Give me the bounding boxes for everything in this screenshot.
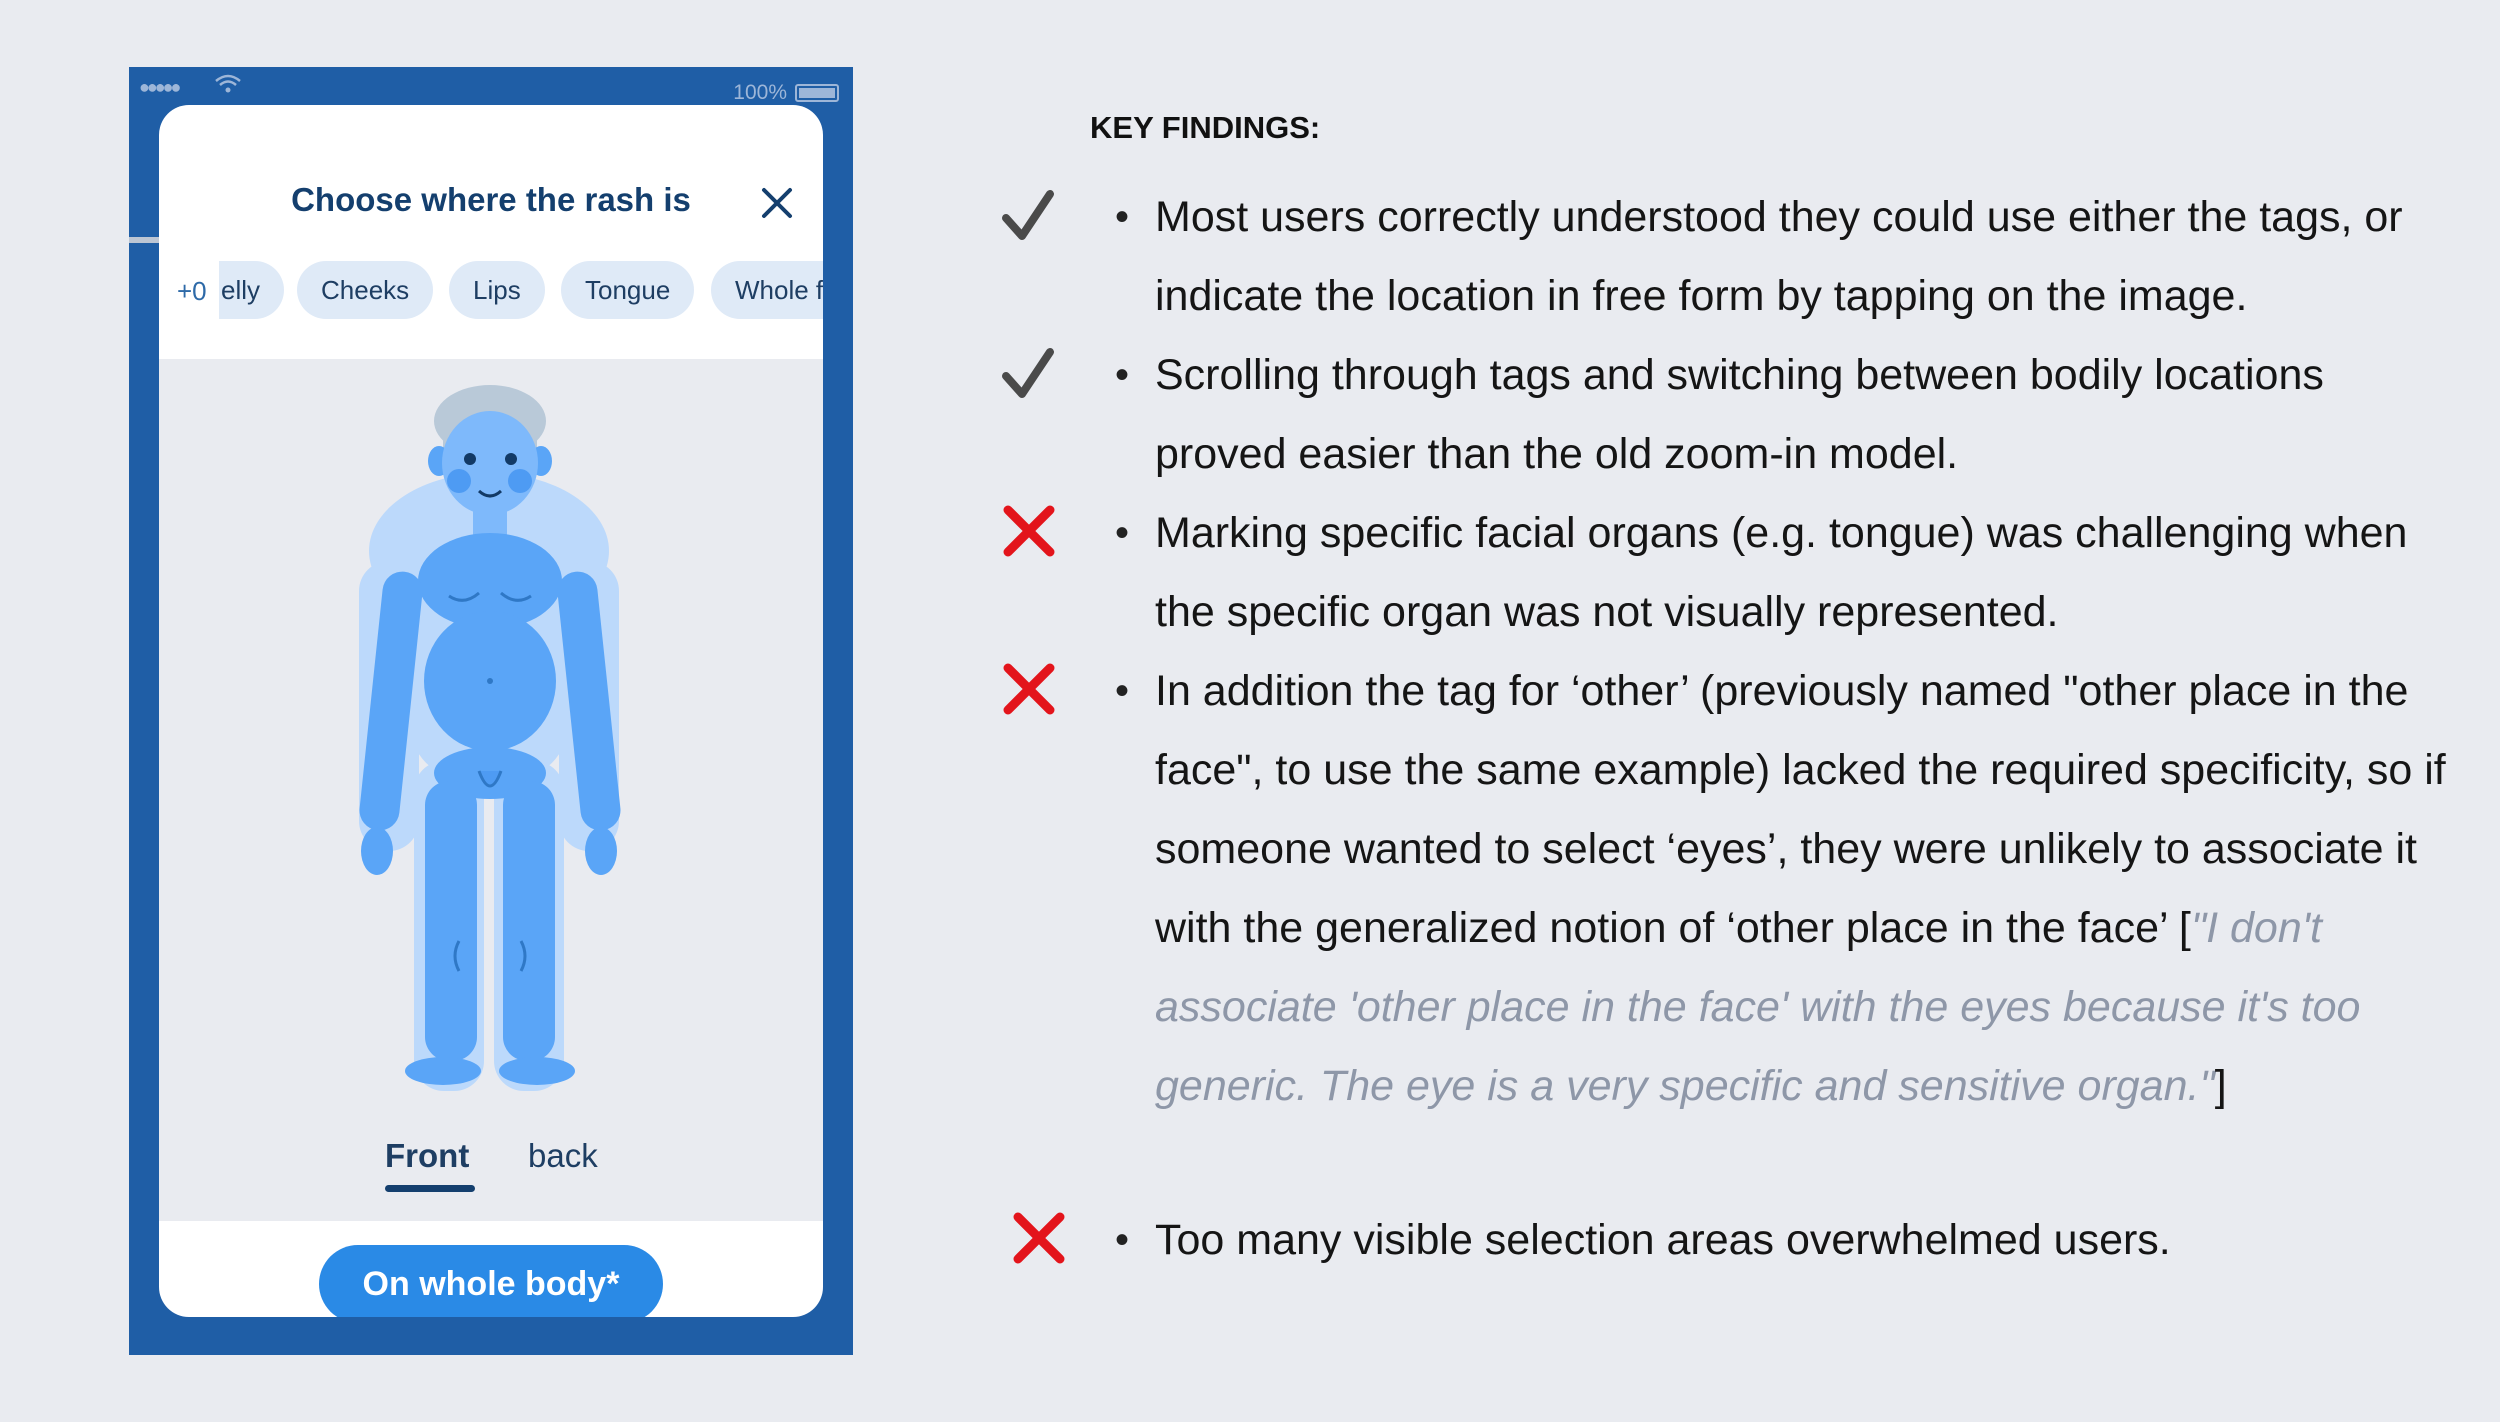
wifi-icon xyxy=(215,74,241,94)
tag-belly[interactable]: elly xyxy=(219,261,284,319)
bullet-icon: • xyxy=(1115,1218,1130,1262)
view-switcher xyxy=(159,1129,823,1199)
tab-front[interactable]: Front xyxy=(385,1137,470,1174)
tag-cheeks[interactable]: Cheeks xyxy=(297,261,433,319)
finding-text: Scrolling through tags and switching between bodily locations proved easier than the old zoom-in model. xyxy=(1155,351,2324,478)
finding-text: Too many visible selection areas overwhelmed users. xyxy=(1155,1216,2171,1264)
bullet-icon: • xyxy=(1115,669,1130,713)
body-figure[interactable] xyxy=(339,381,639,1101)
close-button[interactable] xyxy=(757,183,797,223)
check-icon xyxy=(1000,188,1060,248)
cross-icon xyxy=(1000,660,1060,720)
cross-icon xyxy=(1000,502,1060,562)
active-tab-indicator xyxy=(385,1185,475,1192)
cross-icon xyxy=(1010,1209,1070,1269)
left-leg xyxy=(425,781,477,1061)
finding-text: Most users correctly understood they could use either the tags, or indicate the location in free form by tapping on the image. xyxy=(1155,193,2403,320)
modal-title: Choose where the rash is xyxy=(291,181,691,218)
finding-text: Marking specific facial organs (e.g. tongue) was challenging when the specific organ was not visually represented. xyxy=(1155,509,2408,636)
right-leg xyxy=(503,781,555,1061)
battery-percent: 100% xyxy=(733,81,787,104)
rash-location-modal xyxy=(159,105,823,1317)
card-edge xyxy=(129,237,159,243)
selected-tag-count: +0 xyxy=(177,276,207,306)
tab-back[interactable]: back xyxy=(528,1137,598,1174)
tag-scroller[interactable] xyxy=(159,261,823,321)
finding-text xyxy=(1155,652,2455,1126)
bullet-icon: • xyxy=(1115,353,1130,397)
signal-icon: ●●●●● xyxy=(139,77,179,97)
check-icon xyxy=(1000,346,1060,406)
face xyxy=(442,411,538,515)
tag-lips[interactable]: Lips xyxy=(449,261,545,319)
whole-body-button[interactable]: On whole body* xyxy=(319,1245,663,1317)
findings-heading: KEY FINDINGS: xyxy=(1090,110,1321,145)
battery-icon xyxy=(795,84,839,102)
status-bar xyxy=(129,67,853,107)
body-map-area[interactable] xyxy=(159,359,823,1221)
close-icon xyxy=(760,186,794,220)
finding-main-text: In addition the tag for ‘other’ (previously named "other place in the face", to use the same example) lacked the required specificity, so if someone wanted to select ‘eyes’, they were unlikely to associate it with the generalized notion of ‘other place in the face’ [ xyxy=(1155,667,2446,952)
phone-mockup xyxy=(129,67,853,1355)
quote-close-bracket: ] xyxy=(2214,1062,2227,1110)
user-quote: "I don't associate 'other place in the face' with the eyes because it's too generic. The eye is a very specific and sensitive organ." xyxy=(1155,904,2361,1110)
tag-whole-face[interactable]: Whole f xyxy=(711,261,823,319)
bullet-icon: • xyxy=(1115,195,1130,239)
tag-tongue[interactable]: Tongue xyxy=(561,261,694,319)
bullet-icon: • xyxy=(1115,511,1130,555)
